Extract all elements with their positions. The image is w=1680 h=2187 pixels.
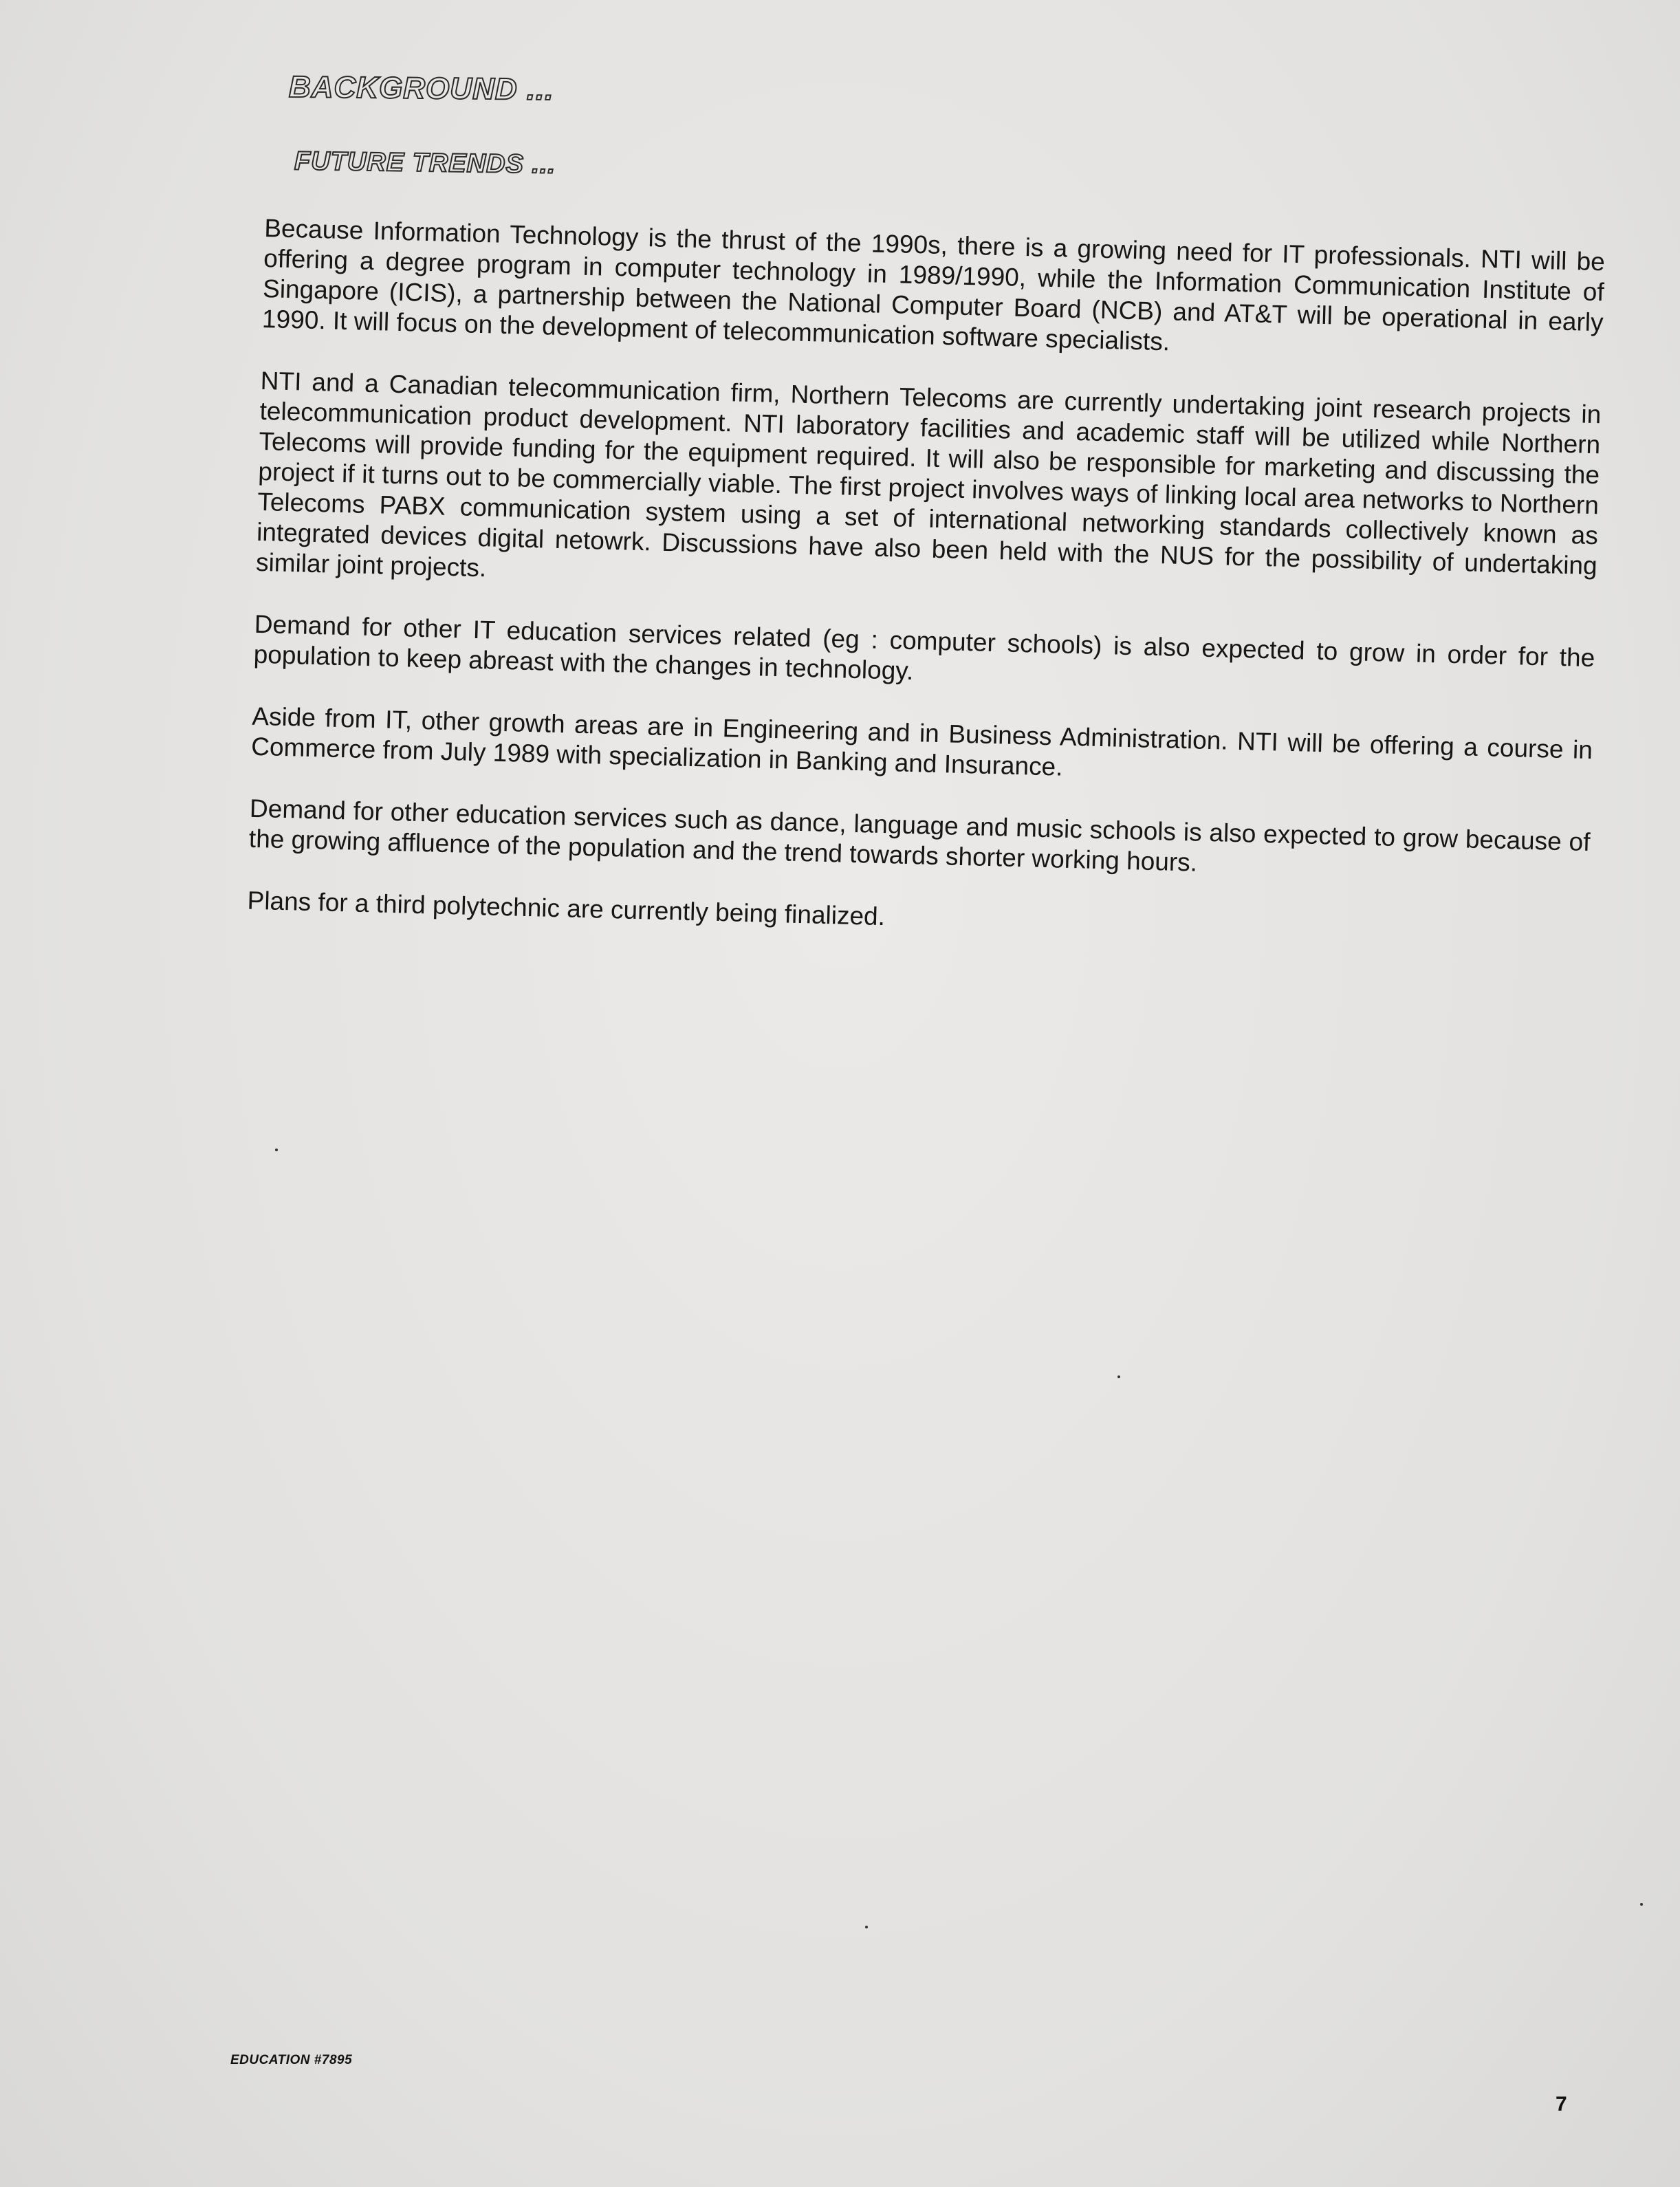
paragraph-other-education-demand: Demand for other education services such as dance, language and music schools is also expected to grow because of the growing affluence of the population and the trend towards shorter working hours.: [248, 794, 1591, 877]
scan-speck: [275, 1149, 278, 1151]
body-text: [246, 213, 1605, 981]
scan-speck: [1640, 1903, 1643, 1906]
scan-speck: [865, 1926, 868, 1928]
scan-speck: [1117, 1375, 1120, 1378]
background-heading: BACKGROUND ...: [288, 69, 554, 107]
paragraph-it-professionals: Because Information Technology is the thrust of the 1990s, there is a growing need for IT professionals. NTI will be offering a degree program in computer technology in 1989/1990, while the Information Communication Institute of Singapore (ICIS), a partnership between the National Computer Board (NCB) and AT&T will be operational in early 1990. It will focus on the development of telecommunication software specialists.: [261, 213, 1606, 356]
paragraph-third-polytechnic: Plans for a third polytechnic are currently being finalized.: [247, 886, 886, 931]
paragraph-it-education-demand: Demand for other IT education services related (eg : computer schools) is also expected to grow in order for the population to keep abreast with the changes in technology.: [253, 609, 1595, 686]
paragraph-growth-areas: Aside from IT, other growth areas are in Engineering and in Business Administration. NTI will be offering a course in Commerce from July 1989 with specialization in Banking and Insurance.: [250, 701, 1593, 781]
page-number: 7: [1556, 2093, 1567, 2115]
document-id: EDUCATION #7895: [230, 2053, 353, 2067]
paragraph-northern-telecoms: NTI and a Canadian telecommunication firm, Northern Telecoms are currently undertaking joint research projects in telecommunication product development. NTI laboratory facilities and academic staff will be utilized while Northern Telecoms will provide funding for the equipment required. It will also be responsible for marketing and discussing the project if it turns out to be commercially viable. The first project involves ways of linking local area networks to Northern Telecoms PABX communication system using a set of international networking standards collectively known as integrated devices digital netowrk. Discussions have also been held with the NUS for the possibility of undertaking similar joint projects.: [255, 366, 1602, 583]
future-trends-heading: FUTURE TRENDS ...: [294, 146, 556, 179]
